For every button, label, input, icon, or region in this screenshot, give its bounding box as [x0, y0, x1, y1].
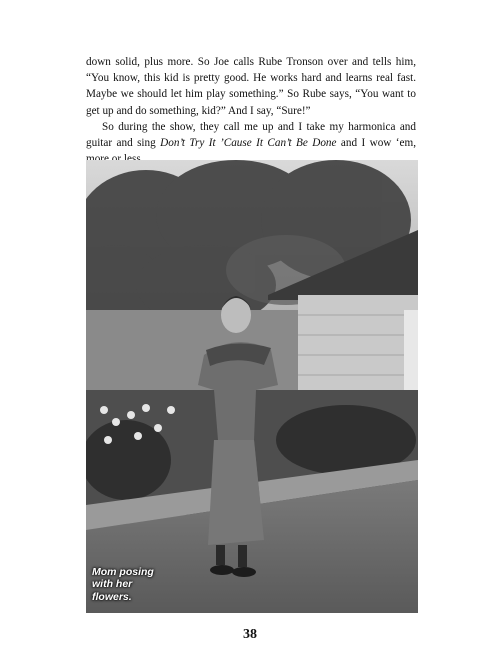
page-number: 38: [243, 627, 257, 642]
photo-caption: Mom posing with her flowers.: [92, 565, 154, 603]
paragraph-2-end: and I wow ‘em,: [340, 137, 416, 150]
song-title: Don’t Try It ’Cause It Can’t Be Done: [160, 137, 337, 150]
photo: [86, 160, 418, 613]
paragraph-2-start: So during the show, they call me up and I take my harmonica and guitar and sing: [86, 120, 416, 150]
paragraph-1: down solid, plus more. So Joe calls Rube Tronson over and tells him, “You know, this kid is pretty good. He works hard and learns real fast. Maybe we should let him play something.” So Rube says, “You want to get up and do something, kid?” And I say, “Sure!”: [86, 56, 416, 117]
body-text: [86, 54, 416, 167]
photo-image: [86, 160, 418, 613]
